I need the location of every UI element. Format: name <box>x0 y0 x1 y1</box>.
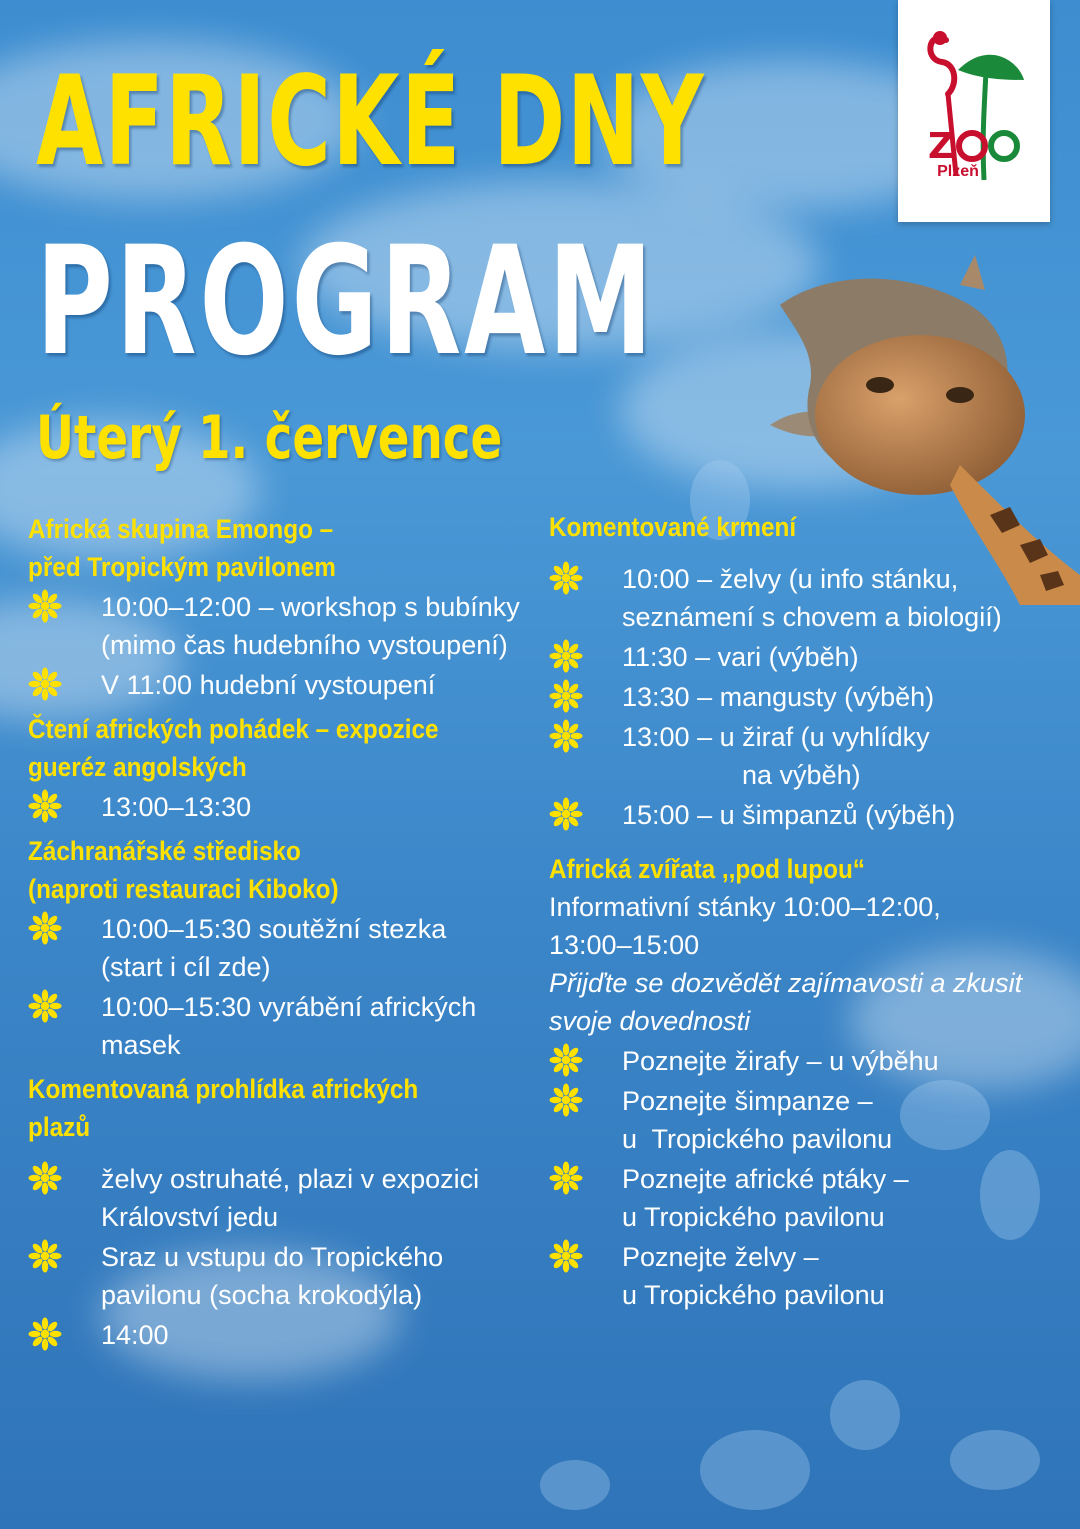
sun-bullet-icon <box>549 639 583 673</box>
sun-bullet-icon <box>549 1239 583 1273</box>
program-item-list <box>549 1042 1049 1314</box>
program-item <box>549 1238 1049 1314</box>
sun-bullet-icon <box>549 561 583 595</box>
program-item <box>28 1160 538 1236</box>
program-item <box>28 788 538 826</box>
program-item <box>549 796 1049 834</box>
program-item <box>28 910 538 986</box>
program-section <box>28 1070 538 1354</box>
flamingo-leaf-icon <box>898 0 1050 222</box>
program-item <box>549 718 1049 794</box>
sun-bullet-icon <box>549 797 583 831</box>
title-line-1: AFRICKÉ DNY <box>36 50 706 194</box>
program-section <box>549 850 1049 1314</box>
event-date: Úterý 1. července <box>36 403 503 473</box>
zoo-logo <box>898 0 1050 222</box>
logo-city: Plzeň <box>937 163 979 180</box>
program-item <box>549 1042 1049 1080</box>
title-line-2: PROGRAM <box>36 215 656 389</box>
program-item-list <box>28 910 538 1064</box>
left-column <box>28 510 538 1360</box>
section-heading: Komentované krmení <box>549 512 797 542</box>
sun-bullet-icon <box>28 1161 62 1195</box>
program-item-text: Poznejte želvy – u Tropického pavilonu <box>622 1242 885 1310</box>
program-item <box>549 1082 1049 1158</box>
program-item-text: 13:00 – u žiraf (u vyhlídky na výběh) <box>622 722 930 790</box>
sun-bullet-icon <box>28 989 62 1023</box>
program-item-list <box>549 560 1049 834</box>
program-item <box>28 988 538 1064</box>
section-heading: Komentovaná prohlídka afrických plazů <box>28 1074 419 1142</box>
program-item-text: 10:00–15:30 vyrábění afrických masek <box>101 992 477 1060</box>
section-heading: Čtení afrických pohádek – expozice gueréz angolských <box>28 714 439 782</box>
program-item <box>549 1160 1049 1236</box>
program-section <box>28 832 538 1064</box>
section-heading: Africká zvířata ,,pod lupou“ <box>549 854 865 884</box>
sun-bullet-icon <box>28 1317 62 1351</box>
sun-bullet-icon <box>549 1161 583 1195</box>
sun-bullet-icon <box>28 911 62 945</box>
program-item <box>549 560 1049 636</box>
sun-bullet-icon <box>549 1043 583 1077</box>
program-section <box>28 510 538 704</box>
sun-bullet-icon <box>28 1239 62 1273</box>
program-section <box>28 710 538 826</box>
sun-bullet-icon <box>549 1083 583 1117</box>
sun-bullet-icon <box>549 679 583 713</box>
program-item <box>28 1238 538 1314</box>
program-item <box>28 588 538 664</box>
program-item-text: Poznejte africké ptáky – u Tropického pavilonu <box>622 1164 909 1232</box>
sun-bullet-icon <box>28 589 62 623</box>
program-item-text: 14:00 <box>101 1320 169 1350</box>
svg-text:Z: Z <box>928 126 955 167</box>
program-item-text: 15:00 – u šimpanzů (výběh) <box>622 800 956 830</box>
sun-bullet-icon <box>28 789 62 823</box>
program-item-text: 10:00–12:00 – workshop s bubínky (mimo čas hudebního vystoupení) <box>101 592 520 660</box>
program-item <box>549 638 1049 676</box>
program-item-text: Poznejte šimpanze – u Tropického pavilonu <box>622 1086 893 1154</box>
program-item-list <box>28 588 538 704</box>
program-item-text: 13:00–13:30 <box>101 792 252 822</box>
sun-bullet-icon <box>28 667 62 701</box>
program-item-text: 10:00–15:30 soutěžní stezka (start i cíl zde) <box>101 914 447 982</box>
section-note: Přijďte se dozvědět zajímavosti a zkusit svoje dovednosti <box>549 968 1023 1036</box>
program-item <box>549 678 1049 716</box>
program-item-text: V 11:00 hudební vystoupení <box>101 670 436 700</box>
section-paragraph: Informativní stánky 10:00–12:00, 13:00–15:00 <box>549 892 941 960</box>
program-item-text: Sraz u vstupu do Tropického pavilonu (socha krokodýla) <box>101 1242 444 1310</box>
program-item <box>28 666 538 704</box>
program-section <box>549 508 1049 834</box>
program-item-list <box>28 788 538 826</box>
program-item <box>28 1316 538 1354</box>
section-heading: Africká skupina Emongo – před Tropickým pavilonem <box>28 514 336 582</box>
program-item-text: 13:30 – mangusty (výběh) <box>622 682 935 712</box>
program-item-text: 10:00 – želvy (u info stánku, seznámení s chovem a biologií) <box>622 564 1002 632</box>
section-heading: Záchranářské středisko (naproti restauraci Kiboko) <box>28 836 339 904</box>
right-column <box>549 508 1049 1320</box>
program-item-text: Poznejte žirafy – u výběhu <box>622 1046 939 1076</box>
program-item-text: želvy ostruhaté, plazi v expozici Království jedu <box>101 1164 480 1232</box>
program-item-list <box>28 1160 538 1354</box>
sun-bullet-icon <box>549 719 583 753</box>
program-item-text: 11:30 – vari (výběh) <box>622 642 859 672</box>
